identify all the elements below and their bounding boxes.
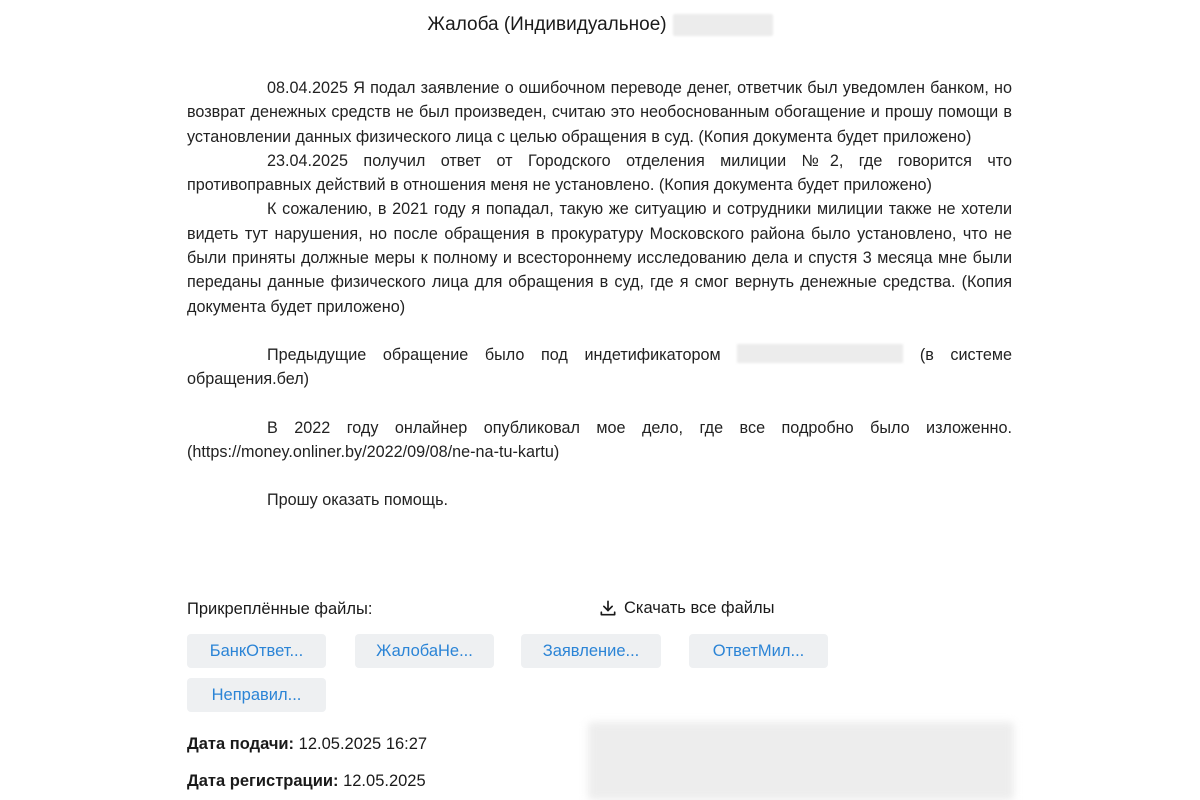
attachments-label: Прикреплённые файлы: (187, 600, 373, 618)
paragraph-5: В 2022 году онлайнер опубликовал мое дело, где все подробно было изложенно. (https://money.onliner.by/2022/09/08/ne-na-tu-kartu) (187, 418, 1012, 461)
file-chip-1[interactable] (187, 634, 326, 668)
redacted-complaint-id (673, 14, 773, 36)
submitted-value: 12.05.2025 16:27 (298, 735, 428, 753)
complaint-body (187, 76, 1012, 512)
file-name: Заявление... (542, 641, 640, 660)
download-icon (598, 598, 618, 618)
paragraph-1: 08.04.2025 Я подал заявление о ошибочном переводе денег, ответчик был уведомлен банком, но возврат денежных средств не был произведен, считаю это необоснованным обогащение и прошу помощи в установлении данных физического лица с целью обращения в суд. (Копия документа будет приложено) (187, 79, 1012, 146)
download-all-label: Скачать все файлы (624, 598, 775, 617)
paragraph-4 (187, 343, 1012, 392)
registered-label: Дата регистрации: (187, 772, 339, 790)
complaint-title: Жалоба (Индивидуальное) (427, 14, 667, 35)
registered-date-row (187, 772, 426, 791)
submitted-label: Дата подачи: (187, 735, 295, 753)
paragraph-3: К сожалению, в 2021 году я попадал, такую же ситуацию и сотрудники милиции также не хотели видеть тут нарушения, но после обращения в прокуратуру Московского района было установлено, что не были приняты должные меры к полному и всестороннему исследованию дела и спустя 3 месяца мне были переданы данные физического лица для обращения в суд, где я смог вернуть денежные средства. (Копия документа будет приложено) (187, 200, 1012, 316)
paragraph-6: Прошу оказать помощь. (267, 491, 449, 510)
download-all-button[interactable] (598, 598, 775, 618)
file-name: ОтветМил... (712, 641, 805, 660)
file-chip-2[interactable] (355, 634, 494, 668)
file-name: Неправил... (211, 685, 302, 704)
paragraph-2: 23.04.2025 получил ответ от Городского отделения милиции №2, где говорится что противоправных действий в отношения меня не установлено. (Копия документа будет приложено) (187, 151, 1012, 195)
redacted-appeal-id (737, 344, 903, 363)
registered-value: 12.05.2025 (343, 772, 426, 790)
file-chip-4[interactable] (689, 634, 828, 668)
page-title (0, 14, 1200, 36)
file-name: ЖалобаНе... (376, 641, 473, 660)
file-chip-3[interactable] (521, 634, 661, 668)
previous-appeal-text: Предыдущие обращение было под индетификатором (267, 345, 721, 364)
file-name: БанкОтвет... (209, 641, 304, 660)
previous-appeal-system: (в системе обращения.бел) (187, 345, 1013, 389)
redacted-panel (588, 722, 1014, 800)
submitted-date-row (187, 735, 427, 754)
file-chip-5[interactable] (187, 678, 326, 712)
